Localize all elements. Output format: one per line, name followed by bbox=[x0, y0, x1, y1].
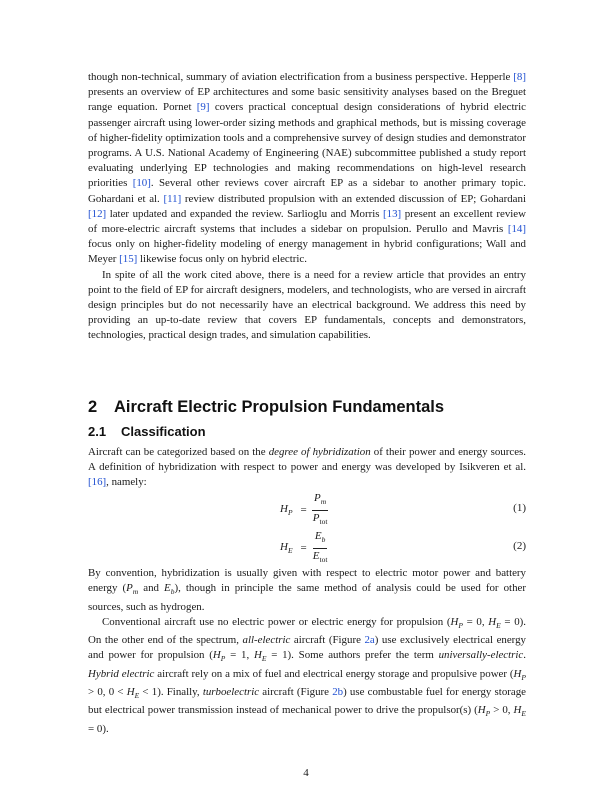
equation-2-number: (2) bbox=[513, 540, 526, 552]
equation-1-fraction: $\frac{P_m}{P_{tot}}$ bbox=[312, 492, 328, 526]
citation-11-link[interactable]: [11] bbox=[163, 192, 182, 205]
equation-2-math: $H_E$ = $\frac{E_b}{E_{tot}}$ bbox=[280, 530, 328, 564]
equation-1-number: (1) bbox=[513, 502, 526, 514]
equation-1 bbox=[88, 493, 526, 527]
figure-2b-link[interactable]: 2b bbox=[332, 686, 344, 699]
subsection-number: 2.1 bbox=[88, 424, 107, 439]
paragraph-need-for-review: In spite of all the work cited above, there is a need for a review article that provides an entry point to the field of EP for aircraft designers, modelers, and technologists, who are versed in aircraft design principles but do not necessarily have an electrical background. We address this need by providing an up-to-date review that covers EP fundamentals, concepts and demonstrators, technologies, practical design trades, and simulation capabilities. bbox=[88, 268, 526, 342]
citation-14-link[interactable]: [14] bbox=[507, 223, 526, 236]
figure-2a-link[interactable]: 2a bbox=[364, 634, 375, 647]
citation-15-link[interactable]: [15] bbox=[119, 253, 138, 266]
subsection-heading bbox=[88, 424, 206, 439]
citation-13-link[interactable]: [13] bbox=[383, 207, 402, 220]
citation-10-link[interactable]: [10] bbox=[132, 177, 151, 190]
page-number: 4 bbox=[303, 767, 309, 779]
paragraph-aircraft-types: Conventional aircraft use no electric power or electric energy for propulsion ($H_P = 0$, $H_E = 0$). On the other end of the spectrum, all-electric aircraft (Figure 2a) use exclusively electrical energy and power for propulsion ($H_P = 1$, $H_E = 1$). Some authors prefer the term universally-electric. Hybrid electric aircraft rely on a mix of fuel and electrical energy storage and propulsive power ($H_P > 0$, $0 < H_E < 1$). Finally, turboelectric aircraft (Figure 2b) use combustable fuel for energy storage but electrical power transmission instead of mechanical power to drive the propulsor(s) ($H_P > 0$, $H_E = 0$). bbox=[88, 615, 527, 735]
subsection-title: Classification bbox=[121, 424, 206, 439]
paragraph-related-reviews: though non-technical, summary of aviation electrification from a business perspective. Hepperle [8] presents an overview of EP architectures and some basic sensitivity analyses based on the Breguet range equation. Pornet [9] covers practical conceptual design considerations of hybrid electric passenger aircraft using lower-order sizing methods and graphical methods, but is missing coverage of higher-fidelity optimization tools and a comprehensive survey of design studies and demonstrator programs. A U.S. National Academy of Engineering (NAE) subcommittee published a study report evaluating underlying EP technologies and making recommendations on high-level research priorities [10]. Several other reviews cover aircraft EP as a sidebar to another primary topic. Gohardani et al. [11] review distributed propulsion with an extended discussion of EP; Gohardani [12] later updated and expanded the review. Sarlioglu and Morris [13] present an excellent review of more-electric aircraft systems that includes a sidebar on propulsion. Perullo and Mavris [14] focus only on higher-fidelity modeling of energy management in hybrid configurations; Wall and Meyer [15] likewise focus only on hybrid electric. bbox=[88, 71, 526, 266]
section-title: Aircraft Electric Propulsion Fundamentals bbox=[114, 398, 445, 416]
intro-continuation bbox=[88, 70, 526, 344]
classification-body bbox=[88, 566, 526, 737]
equation-2 bbox=[88, 531, 526, 565]
citation-12-link[interactable]: [12] bbox=[88, 207, 107, 220]
equation-1-math: $H_P$ = $\frac{P_m}{P_{tot}}$ bbox=[280, 492, 328, 526]
paragraph-convention: By convention, hybridization is usually given with respect to electric motor power and battery energy ($P_m$ and $E_b$), though in principle the same method of analysis could be used for other sources, such as hydrogen. bbox=[88, 567, 526, 613]
citation-9-link[interactable]: [9] bbox=[196, 101, 210, 114]
paragraph-hybridization: Aircraft can be categorized based on the degree of hybridization of their power and energy sources. A definition of hybridization with respect to power and energy was developed by Isikveren et al. [16], namely: bbox=[88, 446, 526, 489]
classification-intro bbox=[88, 445, 526, 491]
section-heading bbox=[88, 398, 444, 417]
equation-2-fraction: $\frac{E_b}{E_{tot}}$ bbox=[312, 530, 328, 564]
section-number: 2 bbox=[88, 398, 98, 416]
citation-16-link[interactable]: [16] bbox=[88, 476, 107, 489]
citation-8-link[interactable]: [8] bbox=[513, 71, 526, 83]
